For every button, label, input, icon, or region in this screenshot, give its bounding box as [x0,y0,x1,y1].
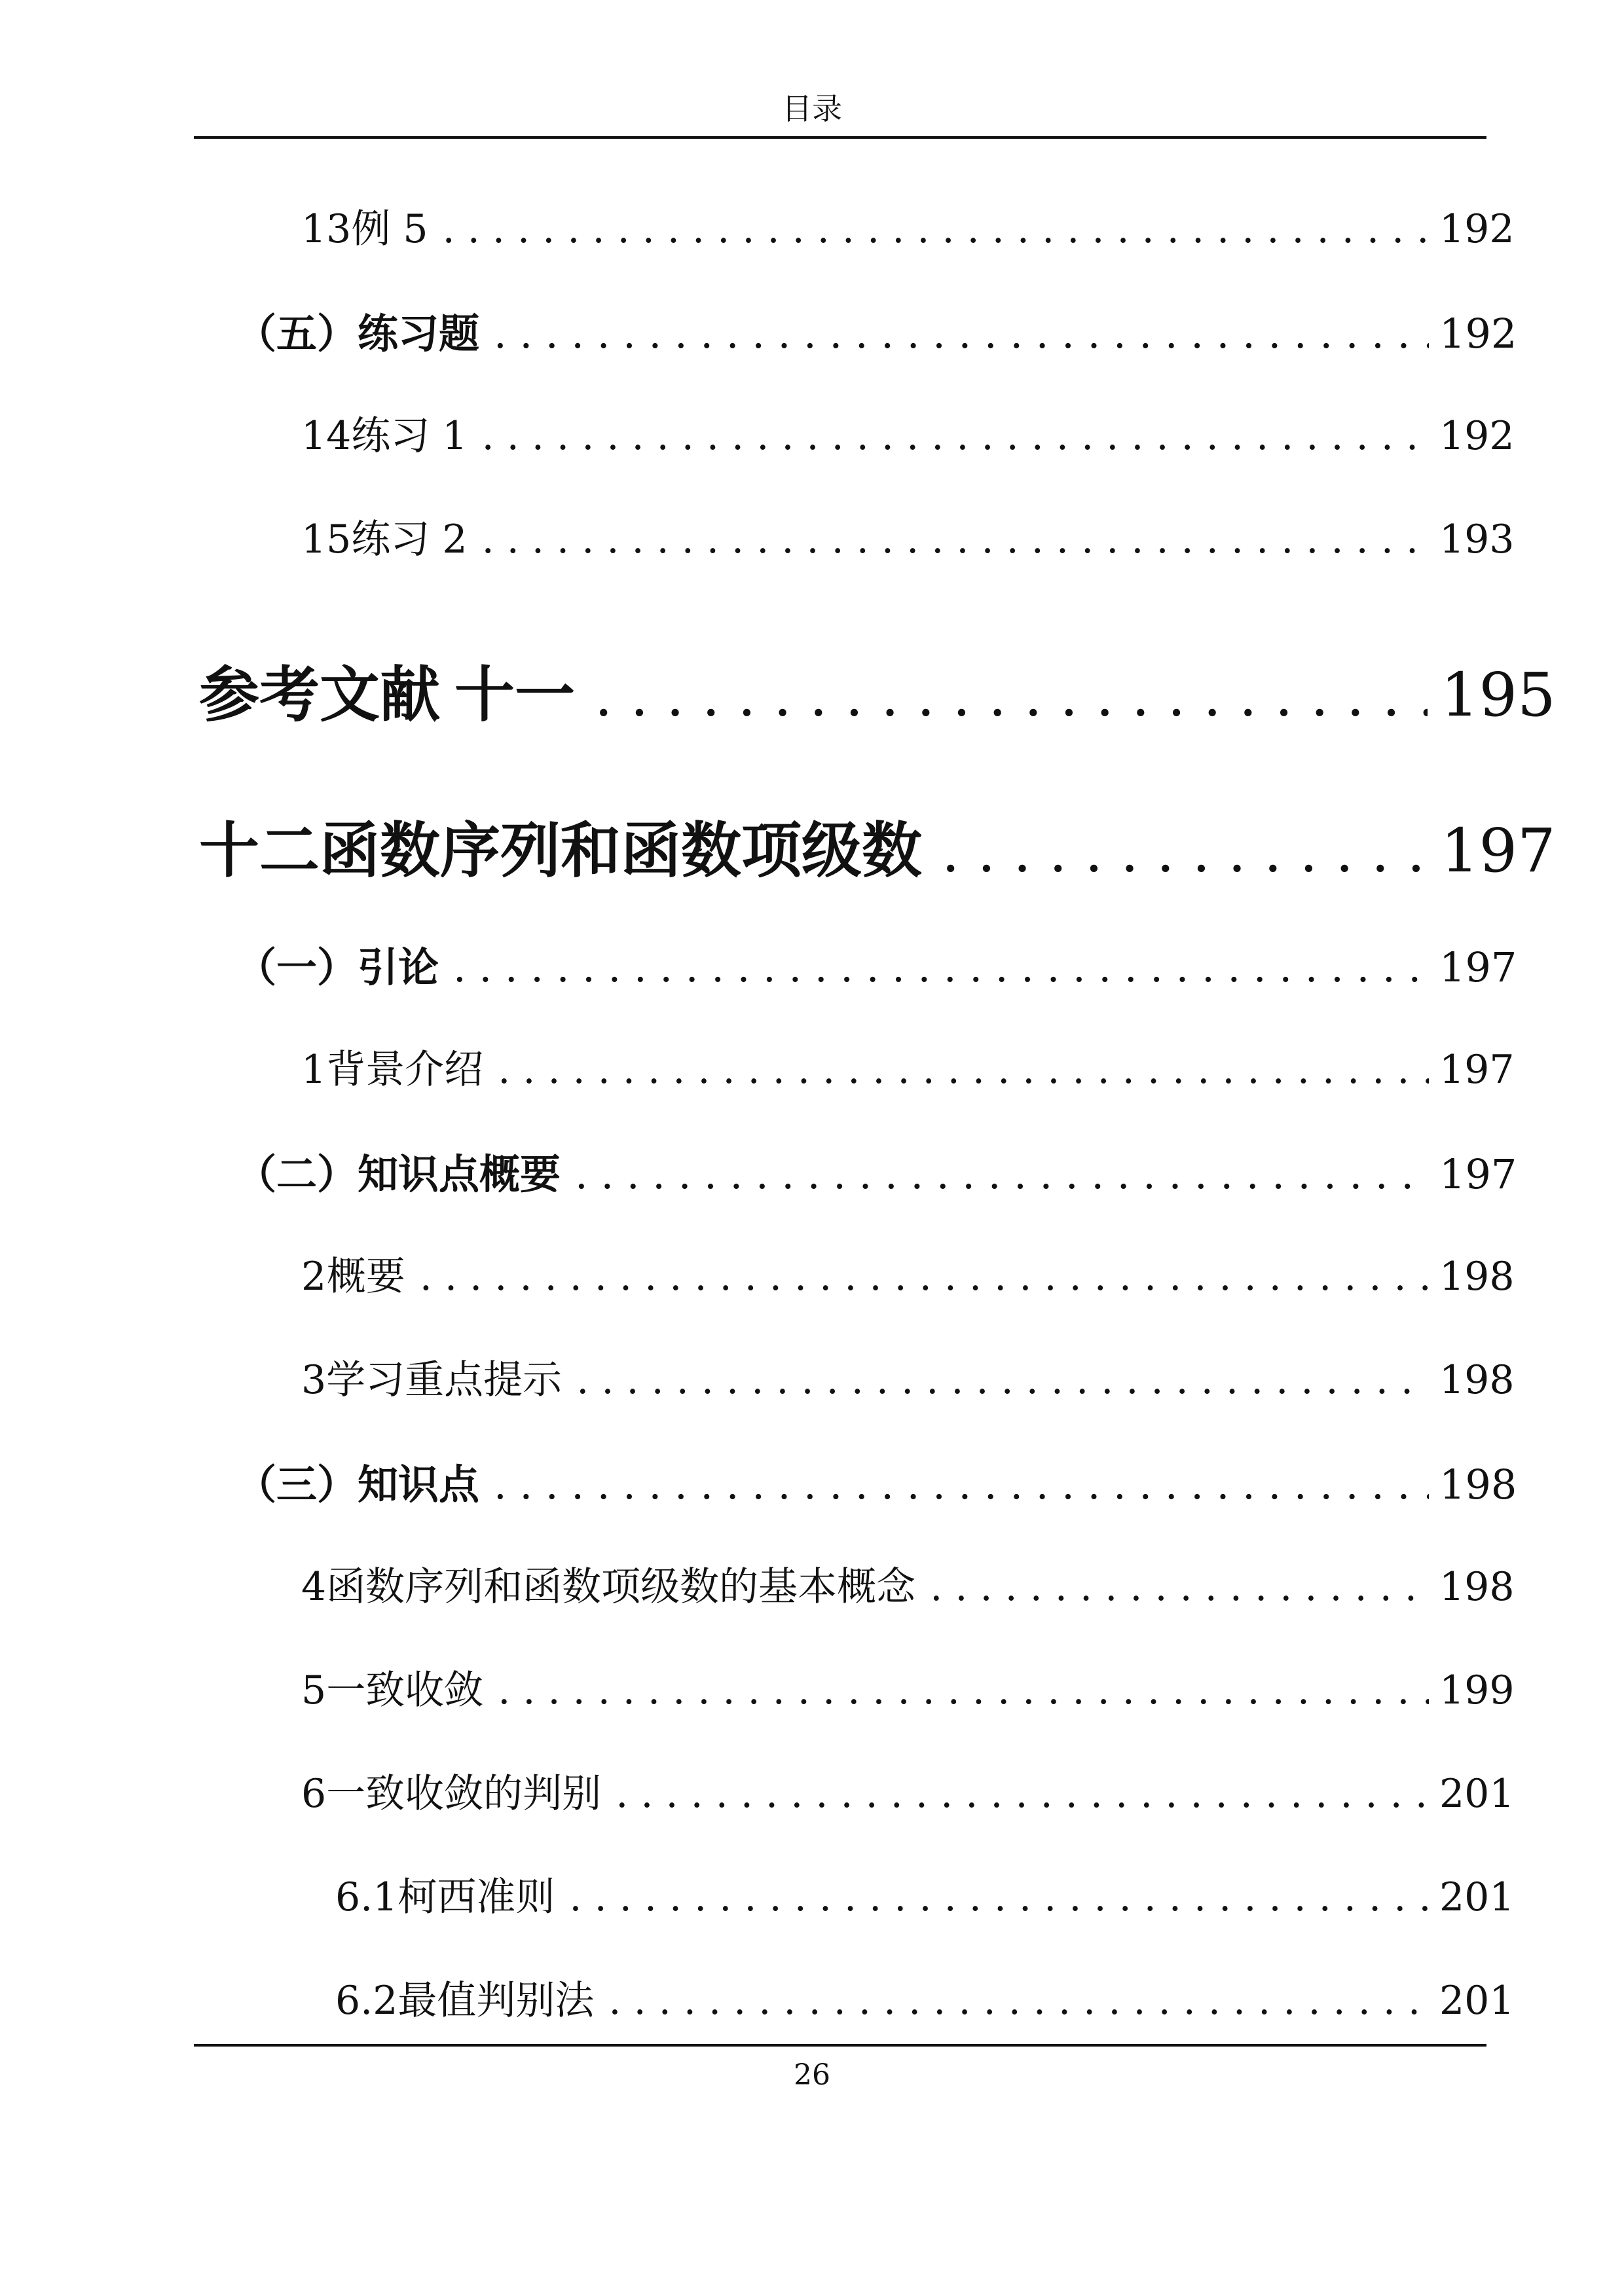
toc-entry-number: 十二 [199,815,320,886]
toc-entry[interactable] [0,1659,1624,1715]
toc-entry-page: 197 [1439,1047,1515,1093]
dot-leader [616,1771,1429,1817]
toc-entry-title: 函数序列和函数项级数 [320,815,923,886]
toc-entry-title: 背景介绍 [326,1047,484,1093]
toc-entry-page: 192 [1439,310,1517,357]
dot-leader [930,1564,1429,1610]
dot-leader [443,206,1429,252]
toc-entry-title: 知识点 [358,1461,480,1508]
dot-leader [569,1874,1429,1920]
toc-entry-number: 6 [301,1771,327,1817]
dot-leader [482,413,1429,459]
toc-entry-page: 195 [1441,660,1556,730]
toc-entry-title: 知识点概要 [358,1150,561,1198]
dot-leader [494,310,1429,357]
dot-leader [498,1047,1429,1093]
dot-leader [420,1254,1429,1300]
toc-entry-number: （三） [236,1461,358,1508]
toc-entry[interactable] [0,1866,1624,1922]
toc-entry[interactable] [0,1142,1624,1200]
toc-entry-page: 198 [1439,1357,1515,1403]
toc-entry[interactable] [0,1349,1624,1405]
toc-entry-title: 最值判别法 [397,1978,595,2024]
page-number: 26 [794,2058,830,2092]
dot-leader [482,517,1429,562]
toc-entry-page: 197 [1439,943,1517,991]
toc-entry-number: 14 [301,413,352,459]
toc-entry-number: 6.2 [335,1978,398,2024]
toc-entry-page: 198 [1439,1461,1517,1508]
toc-entry-page: 201 [1439,1978,1515,2024]
toc-entry-title: 概要 [326,1254,405,1300]
toc-entry-title: 学习重点提示 [326,1357,563,1403]
toc-chapter-entry[interactable] [0,803,1624,889]
toc-entry-title: 例 5 [351,206,428,252]
toc-entry-number: 3 [301,1357,327,1403]
toc-entry-number: （二） [236,1150,358,1198]
toc-chapter-entry[interactable] [0,647,1624,733]
dot-leader [608,1978,1429,2024]
toc-entry[interactable] [0,1038,1624,1095]
toc-entry-page: 201 [1439,1771,1515,1817]
toc-entry-number: （五） [236,310,358,357]
toc-entry-title: 参考文献 [199,659,441,730]
toc-entry-title: 练习 1 [351,413,468,459]
toc-entry-title: 柯西准则 [397,1874,555,1920]
running-header: 目录 [782,91,842,126]
toc-entry[interactable] [0,1762,1624,1819]
toc-entry[interactable] [0,1969,1624,2026]
toc-entry-page: 197 [1441,816,1556,886]
toc-entry-page: 201 [1439,1874,1515,1920]
toc-entry-title: 练习 2 [351,517,468,562]
toc-entry[interactable] [0,405,1624,461]
toc-entry-title: 一致收敛 [326,1667,484,1713]
toc-entry-number: 6.1 [335,1874,398,1920]
dot-leader [494,1461,1429,1508]
toc-entry[interactable] [0,508,1624,564]
toc-entry-number: 1 [301,1047,327,1093]
toc-entry-number: 2 [301,1254,327,1300]
toc-entry-number: （一） [236,943,358,991]
toc-entry-number: 5 [301,1667,327,1713]
toc-entry-page: 193 [1439,517,1515,562]
toc-entry[interactable] [0,301,1624,359]
toc-entry-number: 十一 [454,659,576,730]
toc-entry-title: 一致收敛的判别 [326,1771,602,1817]
dot-leader [453,943,1429,991]
toc-entry-page: 192 [1439,413,1515,459]
toc-entry[interactable] [0,1452,1624,1510]
toc-entry[interactable] [0,1245,1624,1302]
dot-leader [575,1150,1429,1198]
toc-entry-number: 15 [301,517,352,562]
toc-entry-title: 练习题 [358,310,480,357]
dot-leader [498,1667,1429,1713]
toc-entry-title: 函数序列和函数项级数的基本概念 [326,1564,916,1610]
toc-entry-page: 199 [1439,1667,1515,1713]
dot-leader [576,1357,1429,1403]
toc-entry-number: 4 [301,1564,327,1610]
toc-entry-number: 13 [301,206,352,252]
footer-rule [194,2044,1486,2047]
header-rule [194,136,1486,139]
toc-entry[interactable] [0,198,1624,254]
toc-entry-page: 198 [1439,1564,1515,1610]
dot-leader [942,820,1428,885]
toc-entry-title: 引论 [358,943,439,991]
toc-entry[interactable] [0,1556,1624,1612]
toc-entry[interactable] [0,935,1624,993]
dot-leader [595,664,1428,729]
toc-entry-page: 197 [1439,1150,1517,1198]
toc-entry-page: 198 [1439,1254,1515,1300]
toc-entry-page: 192 [1439,206,1515,252]
